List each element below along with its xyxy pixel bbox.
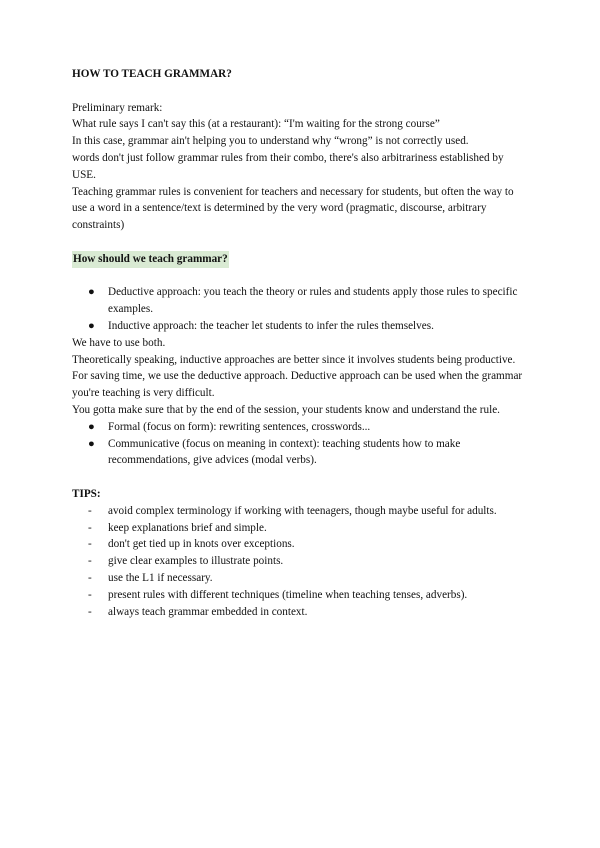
list-item-communicative — [72, 436, 528, 470]
dash-icon: - — [88, 504, 92, 517]
bullet-dot-icon: ● — [88, 319, 95, 332]
dash-icon: - — [88, 555, 92, 568]
bullet-dot-icon: ● — [88, 286, 95, 299]
list-item-tip — [72, 570, 528, 587]
preliminary-arbitrariness: words don't just follow grammar rules from their combo, there's also arbitrariness established by USE. — [72, 151, 504, 181]
list-item-text: don't get tied up in knots over exceptions. — [108, 538, 295, 551]
section-heading: How should we teach grammar? — [72, 251, 229, 268]
approaches-list — [72, 284, 528, 334]
preliminary-teaching-rules: Teaching grammar rules is convenient for teachers and necessary for students, but often the way to use a word in a sentence/text is determined by the very word (pragmatic, discourse, arbitrary constraints) — [72, 185, 514, 232]
list-item-tip — [72, 604, 528, 621]
document-page — [72, 66, 528, 620]
blank-line — [72, 469, 528, 486]
list-item-tip — [72, 520, 528, 537]
middle-section — [72, 335, 528, 419]
section-heading-row — [72, 251, 528, 268]
list-item-text: keep explanations brief and simple. — [108, 521, 267, 534]
dash-icon: - — [88, 521, 92, 534]
dash-icon: - — [88, 588, 92, 601]
preliminary-label: Preliminary remark: — [72, 101, 163, 114]
list-item-tip — [72, 553, 528, 570]
list-item-text: give clear examples to illustrate points. — [108, 555, 284, 568]
dash-icon: - — [88, 538, 92, 551]
list-item-text: Inductive approach: the teacher let students to infer the rules themselves. — [108, 319, 434, 332]
list-item-text: avoid complex terminology if working with teenagers, though maybe useful for adults. — [108, 504, 497, 517]
activity-types-list — [72, 419, 528, 469]
list-item-text: use the L1 if necessary. — [108, 571, 213, 584]
list-item-text: present rules with different techniques (timeline when teaching tenses, adverbs). — [108, 588, 468, 601]
list-item-inductive — [72, 318, 528, 335]
bullet-dot-icon: ● — [88, 437, 95, 450]
theory-paragraph: Theoretically speaking, inductive approaches are better since it involves students being productive. For saving time, we use the deductive approach. Deductive approach can be used when the grammar you're teaching is very difficult. — [72, 353, 523, 400]
document-title: HOW TO TEACH GRAMMAR? — [72, 68, 232, 80]
blank-line — [72, 234, 528, 251]
blank-line — [72, 83, 528, 100]
list-item-deductive — [72, 284, 528, 318]
preliminary-question: What rule says I can't say this (at a restaurant): “I'm waiting for the strong course” — [72, 118, 440, 131]
tips-list — [72, 503, 528, 621]
bullet-dot-icon: ● — [88, 420, 95, 433]
list-item-tip — [72, 503, 528, 520]
list-item-formal — [72, 419, 528, 436]
blank-line — [72, 268, 528, 285]
use-both-text: We have to use both. — [72, 336, 166, 349]
list-item-tip — [72, 587, 528, 604]
preliminary-explanation: In this case, grammar ain't helping you to understand why “wrong” is not correctly used. — [72, 135, 469, 148]
dash-icon: - — [88, 571, 92, 584]
list-item-text: always teach grammar embedded in context. — [108, 605, 308, 618]
dash-icon: - — [88, 605, 92, 618]
list-item-text: Communicative (focus on meaning in context): teaching students how to make recommendations, give advices (modal verbs). — [108, 437, 461, 467]
list-item-text: Deductive approach: you teach the theory or rules and students apply those rules to specific examples. — [108, 286, 518, 316]
list-item-text: Formal (focus on form): rewriting sentences, crosswords... — [108, 420, 371, 433]
list-item-tip — [72, 536, 528, 553]
preliminary-section — [72, 100, 528, 234]
tips-title: TIPS: — [72, 487, 101, 500]
session-goal-paragraph: You gotta make sure that by the end of the session, your students know and understand the rule. — [72, 403, 500, 416]
